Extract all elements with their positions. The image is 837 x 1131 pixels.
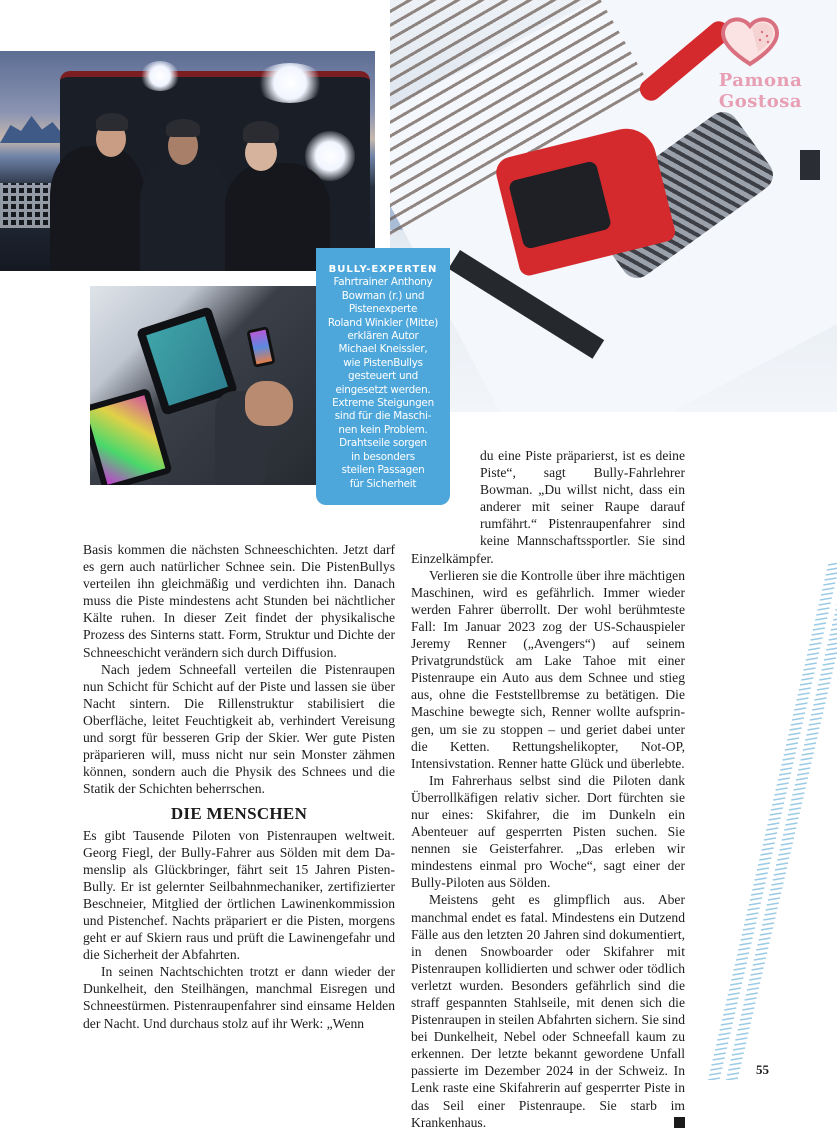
stripe-dash-track-1 <box>737 953 749 955</box>
stripe-dash-track-1 <box>759 858 771 860</box>
caption-clearance <box>411 447 480 549</box>
stripe-dash-track-1 <box>711 1063 723 1065</box>
stripe-dash-track-2 <box>805 738 817 740</box>
stripe-dash-track-1 <box>715 1048 727 1050</box>
stripe-dash-track-2 <box>801 758 813 760</box>
stripe-dash-track-1 <box>724 1008 736 1010</box>
stripe-dash-track-2 <box>808 728 820 730</box>
stripe-dash-track-1 <box>767 823 779 825</box>
paragraph: du eine Piste präparierst, ist es deine Piste“, sagt Bully-Fahrlehrer Bowman. „Du willst nicht, dass ein anderer mit seiner Raupe darauf rumfährt.“ Pistenraupenfahrer sind keine Mannschaftssportler. Sie sind Einzelkämpfer. <box>411 447 685 567</box>
stripe-dash-track-2 <box>797 773 809 775</box>
paragraph-text: Meistens geht es glimpflich aus. Aber manchmal endet es fatal. Mindestens ein Dutzend Fälle aus den letzten 20 Jahren sind dokumentiert, in denen Snowboarder oder Skifahrer mit Pistenraupen kollidierten und schwer oder tödlich verletzt wurden. Besonders gefährlich sind die straff gespannten Stahlseile, mit denen sich die Pistenraupen in steilen Abfahrten sichern. Sie sind bei Dunkelheit, Nebel oder Schneefall kaum zu erkennen. Der letzte bekannt gewordene Unfall passierte im Dezember 2024 in der Schweiz. In Lenk raste eine Skifahrerin auf gesperrter Piste in das Seil einer Pistenraupe. Sie starb im Krankenhaus. <box>411 892 685 1129</box>
stripe-dash-track-2 <box>824 658 836 660</box>
stripe-dash-track-1 <box>805 663 817 665</box>
page-number: 55 <box>756 1062 769 1078</box>
paragraph <box>411 891 685 1130</box>
stripe-dash-track-1 <box>750 898 762 900</box>
stripe-dash-track-1 <box>716 1043 728 1045</box>
stripe-dash-track-1 <box>765 833 777 835</box>
stripe-dash-track-1 <box>822 588 834 590</box>
stripe-dash-track-1 <box>807 653 819 655</box>
stripe-dash-track-2 <box>790 803 802 805</box>
stripe-dash-track-1 <box>766 828 778 830</box>
stripe-dash-track-1 <box>786 743 798 745</box>
stripe-dash-track-1 <box>794 708 806 710</box>
photo-snowcat-on-slope <box>390 0 837 412</box>
stripe-dash-track-1 <box>806 658 818 660</box>
stripe-dash-track-2 <box>798 768 810 770</box>
section-heading: DIE MENSCHEN <box>83 805 395 822</box>
stripe-dash-track-2 <box>739 1023 751 1025</box>
stripe-dash-track-2 <box>762 923 774 925</box>
stripe-dash-track-2 <box>830 633 837 635</box>
person-left-beanie <box>96 113 128 131</box>
tablet-lower-screen <box>90 395 165 485</box>
stripe-dash-track-1 <box>756 873 768 875</box>
stripe-dash-track-1 <box>791 723 803 725</box>
stripe-dash-track-2 <box>833 618 837 620</box>
stripe-dash-track-1 <box>745 918 757 920</box>
stripe-dash-track-1 <box>748 908 760 910</box>
stripe-dash-track-1 <box>787 738 799 740</box>
stripe-dash-track-2 <box>745 998 757 1000</box>
stripe-dash-track-1 <box>812 633 824 635</box>
stripe-dash-track-1 <box>720 1028 732 1030</box>
stripe-dash-track-2 <box>747 988 759 990</box>
stripe-dash-track-2 <box>769 893 781 895</box>
stripe-dash-track-1 <box>763 843 775 845</box>
stripe-dash-track-2 <box>729 1063 741 1065</box>
stripe-dash-track-2 <box>827 643 837 645</box>
paragraph: Im Fahrerhaus selbst sind die Piloten dank Überrollkäfigen relativ sicher. Dort fürchten sie nur eines: Skifahrer, die im Dunkeln ein Abenteuer auf gesperrten Pisten suchen. Sie nennen sie Geisterfahrer. „Das erleben wir mindestens einmal pro Woche“, sagt einer der Bully-Piloten aus Sölden. <box>411 772 685 892</box>
stripe-dash-track-2 <box>757 943 769 945</box>
stripe-dash-track-1 <box>820 598 832 600</box>
stripe-dash-track-2 <box>823 663 835 665</box>
stripe-dash-track-2 <box>804 743 816 745</box>
stripe-dash-track-2 <box>781 843 793 845</box>
stripe-dash-track-2 <box>819 678 831 680</box>
smartphone <box>246 326 275 368</box>
stripe-dash-track-2 <box>826 648 837 650</box>
paragraph: In seinen Nachtschichten trotzt er dann wieder der Dunkelheit, den Steilhängen, manchmal Eisregen und Schneestürmen. Pistenraupenfahrer sind einsame Helden der Nacht. Und durchaus stolz auf ihr Werk: „Wenn <box>83 963 395 1031</box>
stripe-dash-track-1 <box>800 683 812 685</box>
stripe-dash-track-1 <box>735 963 747 965</box>
stripe-dash-track-2 <box>825 653 837 655</box>
stripe-dash-track-2 <box>780 848 792 850</box>
stripe-dash-track-1 <box>729 988 741 990</box>
stripe-dash-track-1 <box>732 973 744 975</box>
stripe-dash-track-2 <box>741 1013 753 1015</box>
ski-track-stripes <box>700 560 837 1080</box>
stripe-dash-track-1 <box>718 1033 730 1035</box>
stripe-dash-track-2 <box>740 1018 752 1020</box>
paragraph: Es gibt Tausende Piloten von Pistenraupen weltweit. Georg Fiegl, der Bully-Fahrer aus Sölden mit dem Damenslip als Glückbringer, fährt seit 15 Jahren PistenBully. Er ist gelernter Seilbahnmechaniker, zertifizierter Beschneier, Mitglied der örtlichen Lawinenkommission und Pistenchef. Nachts präpariert er die Pisten, morgens geht er auf Skiern raus und prüft die Lawinengefahr und die Sicherheit der Abfahrten. <box>83 827 395 964</box>
person-left <box>50 146 145 271</box>
paragraph: Verlieren sie die Kontrolle über ihre mächtigen Maschinen, wird es gefährlich. Immer wieder werden Fahrer überrollt. Der wohl berühmteste Fall: Im Januar 2023 zog der US-Schauspieler Jeremy Renner („Avengers“) auf seinem Privatgrundstück am Lake Tahoe mit einer Pistenraupe ein Auto aus dem Schnee und stieg aus, ohne die Feststellbremse zu betätigen. Die Maschine bewegte sich, Renner wollte aufspringen, um sie zu stoppen – und geriet dabei unter die Ketten. Rettungshelikopter, Not-OP, Intensivstation. Renner hatte Glück und überlebte. <box>411 567 685 772</box>
stripe-dash-track-2 <box>813 703 825 705</box>
stripe-dash-track-1 <box>788 733 800 735</box>
stripe-dash-track-1 <box>821 593 833 595</box>
stripe-dash-track-2 <box>746 993 758 995</box>
stripe-dash-track-1 <box>739 943 751 945</box>
stripe-dash-track-2 <box>787 818 799 820</box>
stripe-dash-track-2 <box>759 938 771 940</box>
stripe-dash-track-1 <box>727 998 739 1000</box>
photo-cab-controls <box>90 286 316 485</box>
stripe-dash-track-2 <box>806 733 818 735</box>
watermark-text: Pamona Gostosa <box>682 70 837 112</box>
stripe-dash-track-2 <box>728 1068 740 1070</box>
stripe-dash-track-1 <box>781 763 793 765</box>
stripe-dash-track-1 <box>801 678 813 680</box>
stripe-dash-track-2 <box>778 853 790 855</box>
stripe-dash-track-2 <box>731 1058 743 1060</box>
stripe-dash-track-2 <box>812 708 824 710</box>
stripe-dash-track-2 <box>763 918 775 920</box>
stripe-dash-track-2 <box>735 1038 747 1040</box>
stripe-dash-track-2 <box>791 798 803 800</box>
headlight <box>140 61 180 91</box>
stripe-dash-track-1 <box>717 1038 729 1040</box>
stripe-dash-track-2 <box>756 948 768 950</box>
stripe-dash-track-2 <box>775 868 787 870</box>
stripe-dash-track-2 <box>810 718 822 720</box>
stripe-dash-track-1 <box>758 863 770 865</box>
stripe-dash-track-2 <box>785 823 797 825</box>
stripe-dash-track-2 <box>792 793 804 795</box>
stripe-dash-track-1 <box>784 753 796 755</box>
stripe-dash-track-1 <box>828 563 837 565</box>
stripe-dash-track-1 <box>779 773 791 775</box>
stripe-dash-track-1 <box>749 903 761 905</box>
stripe-dash-track-2 <box>777 858 789 860</box>
stripe-dash-track-1 <box>710 1068 722 1070</box>
stripe-dash-track-1 <box>798 693 810 695</box>
stripe-dash-track-2 <box>768 898 780 900</box>
stripe-dash-track-2 <box>773 878 785 880</box>
stripe-dash-track-1 <box>814 623 826 625</box>
stripe-dash-track-1 <box>808 648 820 650</box>
stripe-dash-track-1 <box>713 1058 725 1060</box>
stripe-dash-track-2 <box>803 748 815 750</box>
stripe-dash-track-2 <box>831 628 837 630</box>
stripe-dash-track-1 <box>742 933 754 935</box>
stripe-dash-track-1 <box>797 698 809 700</box>
stripe-dash-track-2 <box>736 1033 748 1035</box>
stripe-dash-track-1 <box>730 983 742 985</box>
stripe-dash-track-1 <box>731 978 743 980</box>
stripe-dash-track-1 <box>773 798 785 800</box>
stripe-dash-track-1 <box>792 718 804 720</box>
article-column-right <box>411 447 685 1131</box>
stripe-dash-track-1 <box>819 603 831 605</box>
stripe-dash-track-2 <box>748 983 760 985</box>
stripe-dash-track-1 <box>764 838 776 840</box>
stripe-dash-track-1 <box>753 883 765 885</box>
stripe-dash-track-2 <box>727 1073 739 1075</box>
stripe-dash-track-2 <box>783 833 795 835</box>
stripe-dash-track-1 <box>769 818 781 820</box>
stripe-dash-track-2 <box>776 863 788 865</box>
stripe-dash-track-2 <box>795 783 807 785</box>
stripe-dash-track-2 <box>754 958 766 960</box>
stripe-dash-track-2 <box>832 623 837 625</box>
stripe-dash-track-2 <box>734 1043 746 1045</box>
stripe-dash-track-1 <box>755 878 767 880</box>
stripe-dash-track-1 <box>809 643 821 645</box>
stripe-dash-track-1 <box>777 783 789 785</box>
stripe-dash-track-2 <box>817 688 829 690</box>
stripe-dash-track-1 <box>721 1023 733 1025</box>
stripe-dash-track-1 <box>722 1018 734 1020</box>
stripe-dash-track-2 <box>766 908 778 910</box>
stripe-dash-track-2 <box>820 673 832 675</box>
stripe-dash-track-1 <box>728 993 740 995</box>
person-right-beanie <box>243 121 279 143</box>
stripe-dash-track-1 <box>734 968 746 970</box>
stripe-dash-track-1 <box>813 628 825 630</box>
stripe-dash-track-2 <box>733 1048 745 1050</box>
person-middle-beanie <box>166 119 200 137</box>
stripe-dash-track-1 <box>795 703 807 705</box>
stripe-dash-track-2 <box>750 973 762 975</box>
stripe-dash-track-1 <box>825 578 837 580</box>
stripe-dash-track-1 <box>790 728 802 730</box>
stripe-dash-track-2 <box>794 788 806 790</box>
stripe-dash-track-2 <box>742 1008 754 1010</box>
stripe-dash-track-1 <box>772 803 784 805</box>
stripe-dash-track-1 <box>736 958 748 960</box>
article-column-left <box>83 541 395 1032</box>
stripe-dash-track-2 <box>802 753 814 755</box>
caption-body: Fahrtrainer Anthony Bowman (r.) und Pistenexperte Roland Winkler (Mitte) erklären Autor Michael Kneissler, wie PistenBullys gesteuert und eingesetzt werden. Extreme Steigungen sind für die Maschi- nen kein Problem. Drahtseile sorgen in besonders steilen Passagen für Sicherheit <box>316 276 450 491</box>
stripe-dash-track-1 <box>799 688 811 690</box>
stripe-dash-track-2 <box>811 713 823 715</box>
stripe-dash-track-1 <box>776 788 788 790</box>
stripe-dash-track-2 <box>809 723 821 725</box>
stripe-dash-track-2 <box>738 1028 750 1030</box>
stripe-dash-track-1 <box>778 778 790 780</box>
stripe-dash-track-2 <box>788 813 800 815</box>
stripe-dash-track-1 <box>752 888 764 890</box>
person-right <box>225 163 330 271</box>
stripe-dash-track-1 <box>785 748 797 750</box>
stripe-dash-track-1 <box>741 938 753 940</box>
stripe-dash-track-2 <box>761 928 773 930</box>
stripe-dash-track-1 <box>762 848 774 850</box>
stripe-dash-track-1 <box>746 913 758 915</box>
hand-on-joystick <box>245 381 293 426</box>
stripe-dash-track-2 <box>799 763 811 765</box>
stripe-dash-track-2 <box>749 978 761 980</box>
stripe-dash-track-2 <box>770 888 782 890</box>
stripe-dash-track-1 <box>757 868 769 870</box>
person-middle <box>140 156 230 271</box>
stripe-dash-track-1 <box>827 568 837 570</box>
stripe-dash-track-1 <box>714 1053 726 1055</box>
stripe-dash-track-2 <box>753 963 765 965</box>
stripe-dash-track-1 <box>811 638 823 640</box>
stripe-dash-track-1 <box>802 673 814 675</box>
stripe-dash-track-2 <box>767 903 779 905</box>
stripe-dash-track-1 <box>774 793 786 795</box>
stripe-dash-track-1 <box>751 893 763 895</box>
stripe-dash-track-2 <box>822 668 834 670</box>
caption-title: BULLY-EXPERTEN <box>316 263 450 276</box>
stripe-dash-track-2 <box>829 638 837 640</box>
stripe-dash-track-2 <box>782 838 794 840</box>
photo-bully-experts-group <box>0 51 375 271</box>
stripe-dash-track-2 <box>752 968 764 970</box>
stripe-dash-track-1 <box>760 853 772 855</box>
stripe-dash-track-2 <box>774 873 786 875</box>
stripe-dash-track-1 <box>744 923 756 925</box>
stripe-dash-track-2 <box>816 693 828 695</box>
stripe-dash-track-2 <box>796 778 808 780</box>
stripe-dash-track-1 <box>725 1003 737 1005</box>
stripe-dash-track-2 <box>784 828 796 830</box>
headlight <box>255 63 325 103</box>
end-mark-icon: Y <box>674 1117 685 1128</box>
stripe-dash-track-2 <box>818 683 830 685</box>
stripe-dash-track-2 <box>764 913 776 915</box>
stripe-dash-track-1 <box>709 1073 721 1075</box>
stripe-dash-track-1 <box>770 813 782 815</box>
stripe-dash-track-2 <box>789 808 801 810</box>
stripe-dash-track-2 <box>755 953 767 955</box>
stripe-dash-track-1 <box>783 758 795 760</box>
paragraph: Nach jedem Schneefall verteilen die Pistenraupen nun Schicht für Schicht auf der Piste und lassen sie über Nacht sintern. Die Rillenstruktur stabilisiert die Oberfläche, leitet Feuchtigkeit ab, verhindert Vereisung und sorgt für besseren Grip der Skier. Wer gute Pisten präparieren will, muss nicht nur sein Monster zähmen können, sondern auch die Physik des Schnees und die Statik der Schichten beherrschen. <box>83 661 395 798</box>
stripe-dash-track-2 <box>815 698 827 700</box>
stripe-dash-track-1 <box>723 1013 735 1015</box>
stripe-dash-track-1 <box>826 573 837 575</box>
stripe-dash-track-1 <box>815 618 827 620</box>
stripe-dash-track-1 <box>743 928 755 930</box>
stripe-dash-track-1 <box>804 668 816 670</box>
snowcat-tiller <box>800 150 820 180</box>
stripe-dash-track-1 <box>793 713 805 715</box>
paragraph: Basis kommen die nächsten Schneeschichten. Jetzt darf es gern auch natürlicher Schnee sein. Die PistenBullys verteilen ihn gleichmäßig und verdichten ihn. Danach muss die Piste mindestens acht Stunden bei nächtlicher Kälte ruhen. In dieser Zeit findet der physikalische Prozess des Sinterns statt. Form, Struktur und Dichte der Schneeschicht verändern sich durch Diffusion. <box>83 541 395 661</box>
tablet-upper-screen <box>146 316 228 406</box>
stripe-dash-track-1 <box>738 948 750 950</box>
stripe-dash-track-2 <box>760 933 772 935</box>
stripe-dash-track-1 <box>780 768 792 770</box>
stripe-dash-track-1 <box>818 608 830 610</box>
stripe-dash-track-2 <box>743 1003 755 1005</box>
stripe-dash-track-1 <box>771 808 783 810</box>
stripe-dash-track-1 <box>823 583 835 585</box>
stripe-dash-track-1 <box>816 613 828 615</box>
stripe-dash-track-2 <box>771 883 783 885</box>
stripe-dash-track-2 <box>732 1053 744 1055</box>
